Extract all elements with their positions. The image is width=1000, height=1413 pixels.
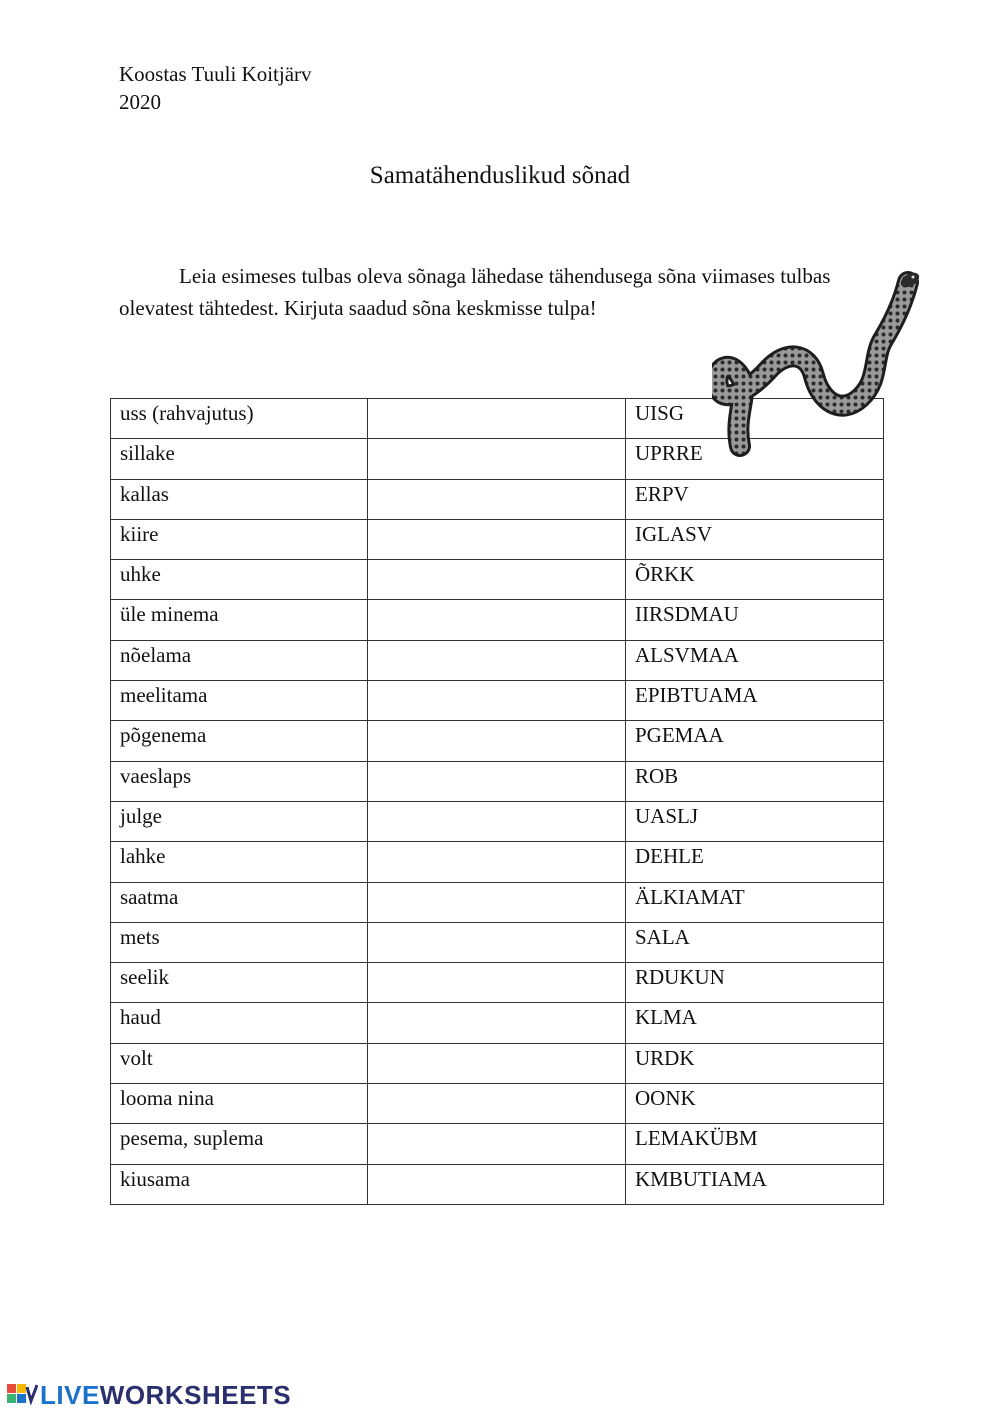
answer-cell[interactable]: [368, 1043, 626, 1083]
scrambled-letters-cell: RDUKUN: [626, 963, 884, 1003]
scrambled-letters-cell: OONK: [626, 1084, 884, 1124]
source-word-cell: vaeslaps: [111, 761, 368, 801]
table-row: [111, 801, 884, 841]
source-word-cell: mets: [111, 922, 368, 962]
answer-cell[interactable]: [368, 560, 626, 600]
brand-rest: WORKSHEETS: [99, 1380, 292, 1410]
source-word-cell: uhke: [111, 560, 368, 600]
table-row: [111, 1124, 884, 1164]
answer-cell[interactable]: [368, 801, 626, 841]
scrambled-letters-cell: ROB: [626, 761, 884, 801]
answer-cell[interactable]: [368, 439, 626, 479]
word-table: [110, 398, 884, 1205]
scrambled-letters-cell: UISG: [626, 399, 884, 439]
answer-cell[interactable]: [368, 721, 626, 761]
table-row: [111, 963, 884, 1003]
scrambled-letters-cell: SALA: [626, 922, 884, 962]
snake-icon: [712, 268, 922, 458]
source-word-cell: uss (rahvajutus): [111, 399, 368, 439]
footer-brand: [6, 1380, 291, 1411]
table-row: [111, 882, 884, 922]
source-word-cell: seelik: [111, 963, 368, 1003]
scrambled-letters-cell: IIRSDMAU: [626, 600, 884, 640]
scrambled-letters-cell: ÄLKIAMAT: [626, 882, 884, 922]
page-title: Samatähenduslikud sõnad: [369, 162, 631, 189]
source-word-cell: looma nina: [111, 1084, 368, 1124]
scrambled-letters-cell: ÕRKK: [626, 560, 884, 600]
source-word-cell: kiire: [111, 519, 368, 559]
source-word-cell: nõelama: [111, 640, 368, 680]
source-word-cell: sillake: [111, 439, 368, 479]
scrambled-letters-cell: IGLASV: [626, 519, 884, 559]
table-row: [111, 600, 884, 640]
answer-cell[interactable]: [368, 1003, 626, 1043]
source-word-cell: meelitama: [111, 681, 368, 721]
answer-cell[interactable]: [368, 640, 626, 680]
answer-cell[interactable]: [368, 681, 626, 721]
source-word-cell: kallas: [111, 479, 368, 519]
scrambled-letters-cell: ALSVMAA: [626, 640, 884, 680]
answer-cell[interactable]: [368, 842, 626, 882]
table-row: [111, 1164, 884, 1204]
table-row: [111, 1043, 884, 1083]
answer-cell[interactable]: [368, 922, 626, 962]
scrambled-letters-cell: DEHLE: [626, 842, 884, 882]
table-row: [111, 560, 884, 600]
answer-cell[interactable]: [368, 963, 626, 1003]
answer-cell[interactable]: [368, 399, 626, 439]
table-row: [111, 721, 884, 761]
table-row: [111, 761, 884, 801]
answer-cell[interactable]: [368, 519, 626, 559]
scrambled-letters-cell: LEMAKÜBM: [626, 1124, 884, 1164]
scrambled-letters-cell: UASLJ: [626, 801, 884, 841]
scrambled-letters-cell: URDK: [626, 1043, 884, 1083]
word-table-body: [111, 399, 884, 1205]
scrambled-letters-cell: EPIBTUAMA: [626, 681, 884, 721]
source-word-cell: volt: [111, 1043, 368, 1083]
brand-live: LIVE: [40, 1380, 100, 1410]
answer-cell[interactable]: [368, 882, 626, 922]
source-word-cell: põgenema: [111, 721, 368, 761]
year: 2020: [119, 90, 161, 114]
source-word-cell: saatma: [111, 882, 368, 922]
liveworksheets-logo-icon: [6, 1381, 38, 1411]
answer-cell[interactable]: [368, 1164, 626, 1204]
table-row: [111, 1084, 884, 1124]
source-word-cell: kiusama: [111, 1164, 368, 1204]
answer-cell[interactable]: [368, 761, 626, 801]
source-word-cell: pesema, suplema: [111, 1124, 368, 1164]
table-row: [111, 519, 884, 559]
author-block: [119, 60, 312, 116]
answer-cell[interactable]: [368, 1084, 626, 1124]
source-word-cell: üle minema: [111, 600, 368, 640]
source-word-cell: julge: [111, 801, 368, 841]
answer-cell[interactable]: [368, 479, 626, 519]
scrambled-letters-cell: KLMA: [626, 1003, 884, 1043]
table-row: [111, 640, 884, 680]
answer-cell[interactable]: [368, 600, 626, 640]
table-row: [111, 842, 884, 882]
table-row: [111, 479, 884, 519]
answer-cell[interactable]: [368, 1124, 626, 1164]
table-row: [111, 922, 884, 962]
scrambled-letters-cell: PGEMAA: [626, 721, 884, 761]
source-word-cell: lahke: [111, 842, 368, 882]
instructions: Leia esimeses tulbas oleva sõnaga lähedase tähendusega sõna viimases tulbas olevatest tähtedest. Kirjuta saadud sõna keskmisse tulpa!: [119, 264, 831, 320]
author-line: Koostas Tuuli Koitjärv: [119, 62, 312, 86]
table-row: [111, 681, 884, 721]
scrambled-letters-cell: UPRRE: [626, 439, 884, 479]
table-row: [111, 1003, 884, 1043]
source-word-cell: haud: [111, 1003, 368, 1043]
scrambled-letters-cell: KMBUTIAMA: [626, 1164, 884, 1204]
scrambled-letters-cell: ERPV: [626, 479, 884, 519]
